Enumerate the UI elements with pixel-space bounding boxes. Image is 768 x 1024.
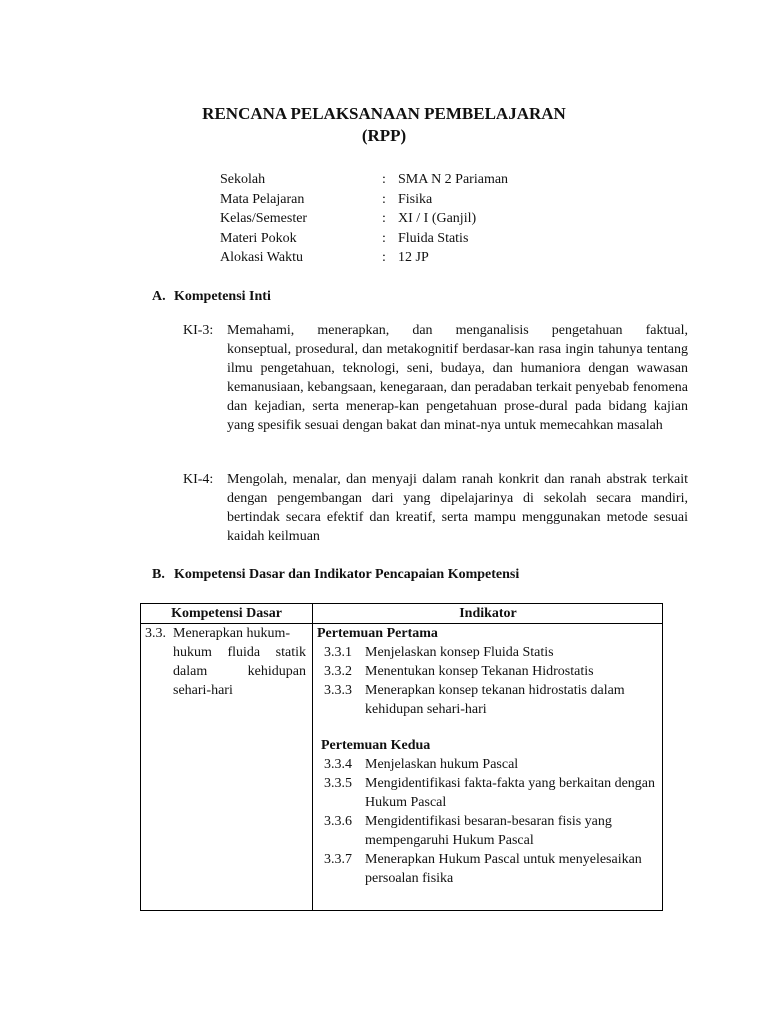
table-header-indikator: Indikator bbox=[459, 606, 517, 621]
indicator-text: Menentukan konsep Tekanan Hidrostatis bbox=[365, 664, 594, 679]
ki-3-paragraph bbox=[183, 321, 688, 435]
indicator-text: Mengidentifikasi fakta-fakta yang berkaitan dengan Hukum Pascal bbox=[365, 776, 655, 810]
ki-4-paragraph bbox=[183, 470, 688, 546]
kd-line: dalam kehidupan bbox=[173, 664, 306, 679]
meeting-title: Pertemuan Pertama bbox=[317, 626, 438, 641]
indicator-number: 3.3.1 bbox=[324, 645, 352, 660]
meeting-title: Pertemuan Kedua bbox=[321, 738, 431, 753]
section-letter: A. bbox=[152, 289, 166, 304]
indicator-item bbox=[321, 643, 661, 662]
info-value: Fluida Statis bbox=[398, 230, 469, 246]
competency-table bbox=[140, 603, 663, 911]
column-divider bbox=[312, 604, 313, 910]
info-row-school bbox=[220, 170, 640, 190]
info-value: 12 JP bbox=[398, 250, 429, 265]
info-row-topic bbox=[220, 229, 640, 249]
indicator-item bbox=[321, 850, 661, 888]
indicator-item bbox=[321, 774, 661, 812]
indicator-item bbox=[321, 681, 661, 719]
info-colon: : bbox=[382, 211, 386, 226]
ki-label: KI-4: bbox=[183, 472, 214, 487]
info-row-class bbox=[220, 209, 640, 229]
info-colon: : bbox=[382, 230, 386, 246]
indicator-number: 3.3.2 bbox=[324, 664, 352, 679]
indicator-number: 3.3.5 bbox=[324, 776, 352, 791]
document-subtitle: (RPP) bbox=[361, 126, 407, 145]
indikator-cell bbox=[317, 624, 661, 888]
info-row-time bbox=[220, 248, 640, 268]
info-value: XI / I (Ganjil) bbox=[398, 211, 477, 226]
info-colon: : bbox=[382, 191, 386, 207]
kd-line: hukum fluida statik bbox=[173, 645, 306, 660]
kd-cell bbox=[145, 624, 306, 700]
info-label: Mata Pelajaran bbox=[220, 191, 305, 207]
info-value: Fisika bbox=[398, 191, 433, 207]
ki-label: KI-3: bbox=[183, 323, 214, 338]
ki-3-text: konseptual, prosedural, dan metakognitif berdasar-kan rasa ingin tahunya tentang ilmu pengetahuan, teknologi, seni, budaya, dan humaniora dengan wawasan kemanusiaan, kebangsaan, kenegaraan, dan peradaban terkait penyebab fenomena dan kejadian, serta menerap-kan pengetahuan prose-dural pada bidang kajian yang spesifik sesuai dengan bakat dan minat-nya untuk memecahkan masalah bbox=[227, 342, 688, 433]
indicator-text: Menjelaskan konsep Fluida Statis bbox=[365, 645, 554, 660]
section-a-heading bbox=[152, 287, 271, 306]
indicator-item bbox=[321, 812, 661, 850]
info-value: SMA N 2 Pariaman bbox=[398, 172, 509, 187]
indicator-item bbox=[321, 662, 661, 681]
identity-block bbox=[220, 170, 640, 268]
info-colon: : bbox=[382, 172, 386, 187]
indicator-number: 3.3.6 bbox=[324, 814, 352, 829]
indicator-item bbox=[321, 755, 661, 774]
indicator-number: 3.3.3 bbox=[324, 683, 352, 698]
document-title: RENCANA PELAKSANAAN PEMBELAJARAN bbox=[202, 104, 566, 123]
indicator-number: 3.3.4 bbox=[324, 757, 352, 772]
indicator-text: Mengidentifikasi besaran-besaran fisis yang mempengaruhi Hukum Pascal bbox=[365, 814, 612, 848]
ki-3-first-line: Memahami, menerapkan, dan menganalisis pengetahuan faktual, bbox=[227, 323, 688, 338]
kd-number: 3.3. bbox=[145, 626, 166, 641]
info-label: Alokasi Waktu bbox=[220, 250, 303, 265]
info-label: Sekolah bbox=[220, 172, 266, 187]
info-colon: : bbox=[382, 250, 386, 265]
ki-4-text: Mengolah, menalar, dan menyaji dalam ranah konkrit dan ranah abstrak terkait dengan pengembangan dari yang dipelajarinya di sekolah secara mandiri, bertindak secara efektif dan kreatif, serta mampu menggunakan metode sesuai kaidah keilmuan bbox=[227, 472, 688, 544]
indicator-text: Menerapkan Hukum Pascal untuk menyelesaikan persoalan fisika bbox=[365, 852, 642, 886]
info-row-subject bbox=[220, 190, 640, 210]
kd-line: Menerapkan hukum- bbox=[173, 626, 291, 641]
info-label: Kelas/Semester bbox=[220, 211, 308, 226]
indicator-number: 3.3.7 bbox=[324, 852, 352, 867]
section-b-heading bbox=[152, 565, 519, 584]
section-title: Kompetensi Dasar dan Indikator Pencapaian Kompetensi bbox=[174, 567, 520, 582]
table-header-kd: Kompetensi Dasar bbox=[171, 606, 282, 621]
indicator-text: Menerapkan konsep tekanan hidrostatis dalam kehidupan sehari-hari bbox=[365, 683, 625, 717]
section-title: Kompetensi Inti bbox=[174, 289, 271, 304]
section-letter: B. bbox=[152, 567, 165, 582]
kd-line: sehari-hari bbox=[173, 683, 233, 698]
indicator-text: Menjelaskan hukum Pascal bbox=[365, 757, 519, 772]
info-label: Materi Pokok bbox=[220, 230, 297, 246]
